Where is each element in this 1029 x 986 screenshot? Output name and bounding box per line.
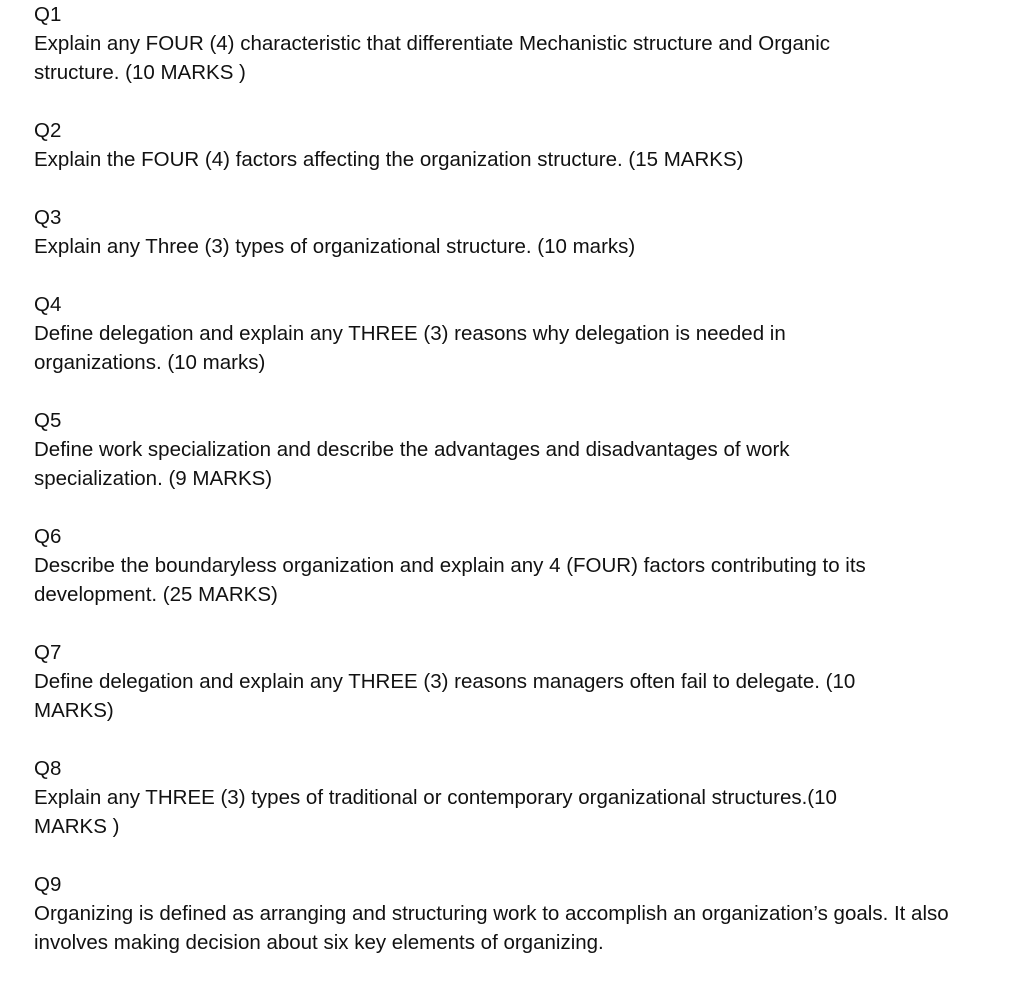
question-text: Explain any FOUR (4) characteristic that differentiate Mechanistic structure and Organic structure. (10 MARKS ) (34, 32, 831, 84)
question-item-q1 (34, 0, 984, 87)
question-item-q5 (34, 406, 984, 493)
question-document (34, 0, 984, 986)
question-text: Describe the boundaryless organization and explain any 4 (FOUR) factors contributing to its development. (25 MARKS) (34, 554, 866, 606)
question-item-q4 (34, 290, 984, 377)
question-text: Define delegation and explain any THREE (3) reasons managers often fail to delegate. (10 MARKS) (34, 670, 856, 722)
question-number: Q7 (34, 641, 62, 664)
question-text: Explain any THREE (3) types of traditional or contemporary organizational structures.(10 MARKS ) (34, 786, 837, 838)
question-item-q9 (34, 870, 984, 957)
question-number: Q6 (34, 525, 62, 548)
question-number: Q8 (34, 757, 62, 780)
question-number: Q4 (34, 293, 62, 316)
question-text: Explain any Three (3) types of organizational structure. (10 marks) (34, 235, 636, 258)
question-text: Explain the FOUR (4) factors affecting the organization structure. (15 MARKS) (34, 148, 744, 171)
question-number: Q2 (34, 119, 62, 142)
question-text: Organizing is defined as arranging and structuring work to accomplish an organization’s goals. It also involves making decision about six key elements of organizing. (34, 902, 949, 954)
question-item-q8 (34, 754, 984, 841)
question-number: Q3 (34, 206, 62, 229)
question-number: Q1 (34, 3, 62, 26)
question-text: Define delegation and explain any THREE (3) reasons why delegation is needed in organizations. (10 marks) (34, 322, 786, 374)
question-item-q3 (34, 203, 984, 261)
question-item-q7 (34, 638, 984, 725)
question-text: Define work specialization and describe the advantages and disadvantages of work specialization. (9 MARKS) (34, 438, 790, 490)
question-item-q2 (34, 116, 984, 174)
question-number: Q5 (34, 409, 62, 432)
question-number: Q9 (34, 873, 62, 896)
question-item-q6 (34, 522, 984, 609)
